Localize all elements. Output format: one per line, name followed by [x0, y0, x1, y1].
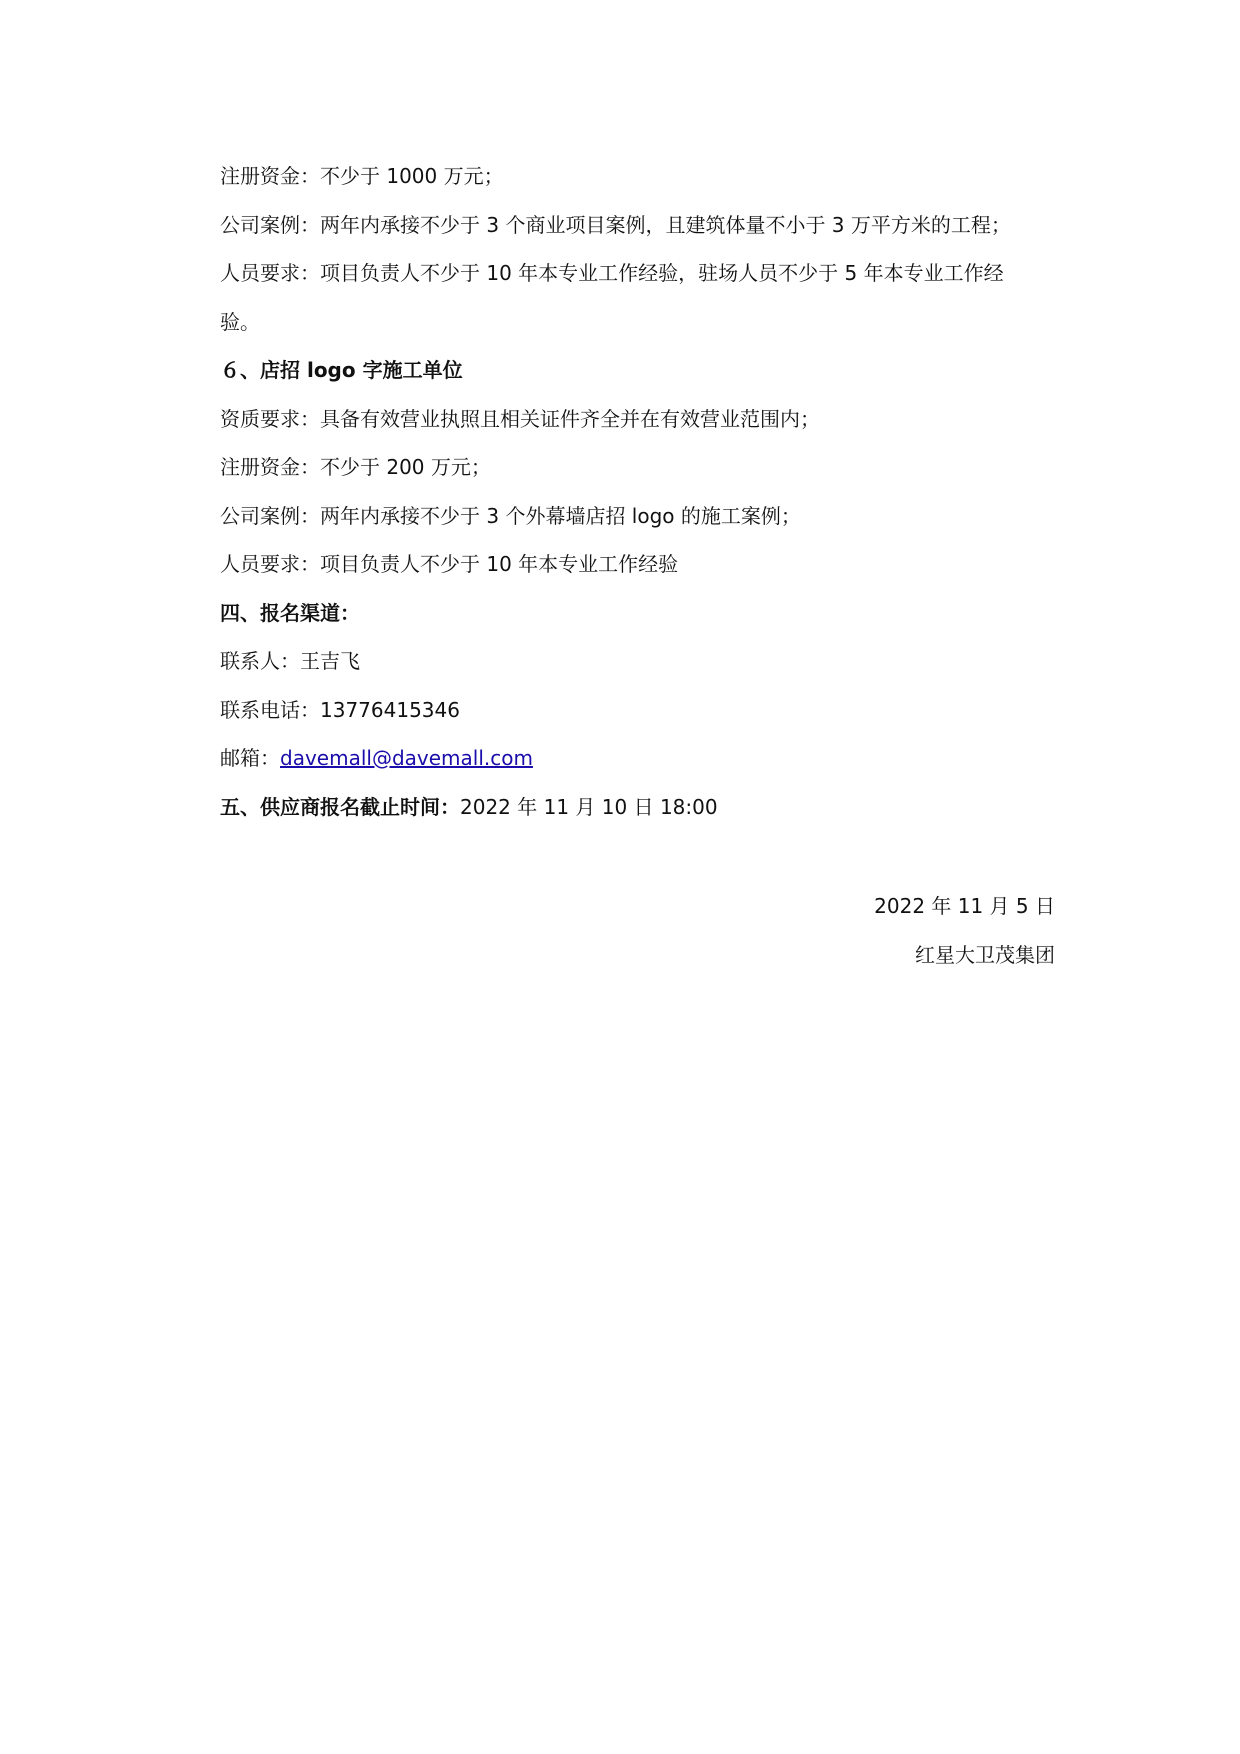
phone-label: 联系电话：: [220, 697, 320, 722]
phone-number: 13776415346: [320, 697, 460, 722]
company-cases-line-2: 公司案例：两年内承接不少于 3 个外幕墙店招 logo 的施工案例；: [220, 503, 801, 528]
signature-organization: 红星大卫茂集团: [915, 943, 1055, 967]
deadline-value: 2022 年 11 月 10 日 18:00: [460, 794, 718, 819]
staff-requirements-line-2: 人员要求：项目负责人不少于 10 年本专业工作经验: [220, 552, 679, 576]
deadline-heading: 五、供应商报名截止时间：: [220, 794, 460, 819]
signature-date: 2022 年 11 月 5 日: [874, 894, 1055, 918]
deadline-line: [220, 783, 1060, 832]
contact-phone-line: [220, 686, 1060, 735]
email-line: [220, 734, 1060, 783]
email-label: 邮箱：: [220, 746, 280, 770]
registered-capital-line: 注册资金：不少于 1000 万元；: [220, 164, 504, 188]
signature-block: [874, 882, 1055, 980]
email-link[interactable]: davemall@davemall.com: [280, 746, 533, 770]
staff-requirements-line: 人员要求：项目负责人不少于 10 年本专业工作经验，驻场人员不少于 5 年本专业工作经: [220, 261, 1004, 285]
section-heading-storefront-logo: ６、店招 logo 字施工单位: [220, 358, 463, 382]
registration-channel-heading: 四、报名渠道：: [220, 600, 360, 625]
qualification-requirements-line: 资质要求：具备有效营业执照且相关证件齐全并在有效营业范围内；: [220, 406, 820, 431]
staff-requirements-continuation: 验。: [220, 309, 260, 334]
company-cases-line: 公司案例：两年内承接不少于 3 个商业项目案例，且建筑体量不小于 3 万平方米的工程；: [220, 212, 1011, 237]
registered-capital-line-2: 注册资金：不少于 200 万元；: [220, 455, 491, 479]
contact-person-line: 联系人：王吉飞: [220, 649, 360, 673]
document-body: [220, 152, 1060, 831]
